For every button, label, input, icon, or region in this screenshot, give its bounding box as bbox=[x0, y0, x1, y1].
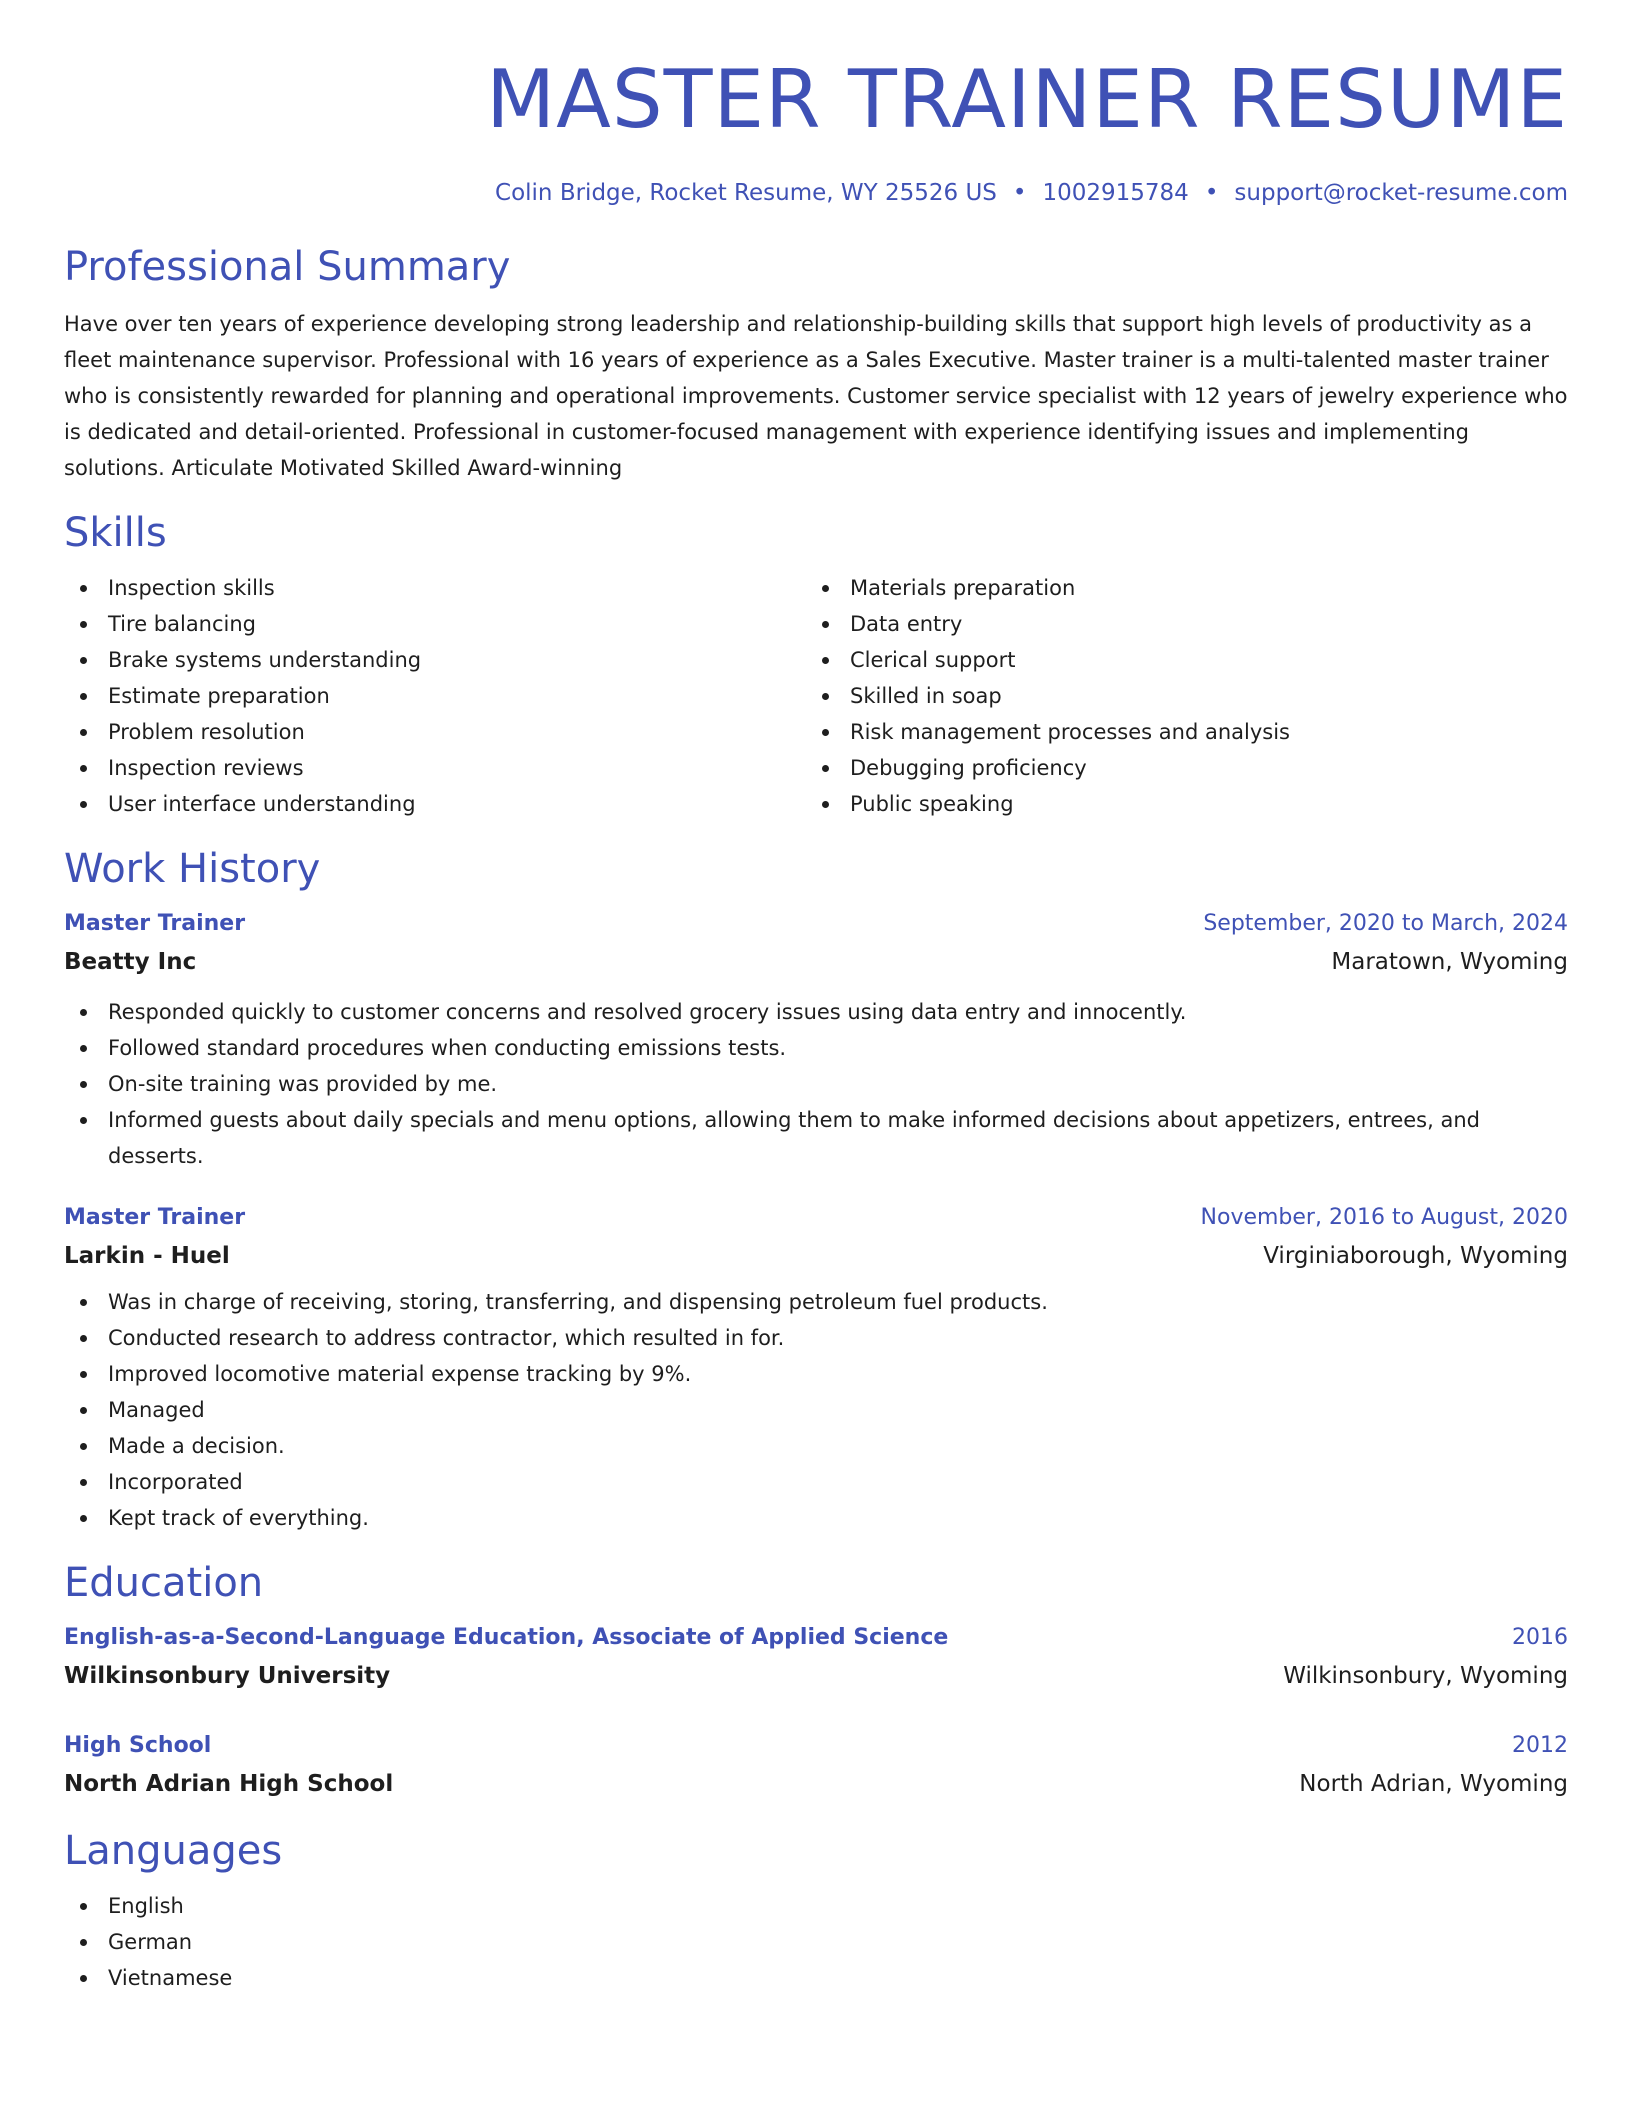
resume-page bbox=[64, 0, 1568, 1996]
skill-item: Skilled in soap bbox=[806, 678, 1548, 714]
summary-text: Have over ten years of experience developing strong leadership and relationship-building skills that support high levels of productivity as a fleet maintenance supervisor. Professional with 16 years of experience as a Sales Executive. Master trainer is a multi-talented master trainer who is consistently rewarded for planning and operational improvements. Customer service specialist with 12 years of jewelry experience who is dedicated and detail-oriented. Professional in customer-focused management with experience identifying issues and implementing solutions. Articulate Motivated Skilled Award-winning bbox=[64, 312, 1568, 480]
job-dates: November, 2016 to August, 2020 bbox=[1200, 1205, 1568, 1230]
education-location: North Adrian, Wyoming bbox=[1299, 1771, 1568, 1797]
resume-header bbox=[64, 0, 1568, 208]
education-heading: Education bbox=[64, 1560, 264, 1606]
contact-email: support@rocket-resume.com bbox=[1234, 180, 1568, 206]
job-entry bbox=[64, 906, 1568, 1174]
job-duty: On-site training was provided by me. bbox=[64, 1066, 1568, 1102]
education-year: 2016 bbox=[1512, 1625, 1568, 1650]
job-duty: Improved locomotive material expense tracking by 9%. bbox=[64, 1356, 1568, 1392]
job-duty: Made a decision. bbox=[64, 1428, 1568, 1464]
job-duties bbox=[64, 994, 1568, 1174]
skills-list-right bbox=[806, 570, 1548, 822]
education-entry bbox=[64, 1620, 1568, 1696]
education-school: Wilkinsonbury University bbox=[64, 1663, 391, 1689]
job-location: Virginiaborough, Wyoming bbox=[1263, 1243, 1568, 1269]
contact-separator: • bbox=[1204, 180, 1219, 206]
job-duty: Informed guests about daily specials and menu options, allowing them to make informed decisions about appetizers, entrees, and desserts. bbox=[64, 1102, 1568, 1174]
education-section bbox=[64, 1558, 1568, 1804]
job-duty: Kept track of everything. bbox=[64, 1500, 1568, 1536]
education-year: 2012 bbox=[1512, 1733, 1568, 1758]
job-company-row bbox=[64, 1236, 1568, 1276]
summary-section bbox=[64, 242, 1568, 486]
skills-grid bbox=[64, 570, 1568, 822]
contact-address: Colin Bridge, Rocket Resume, WY 25526 US bbox=[495, 180, 997, 206]
job-location: Maratown, Wyoming bbox=[1331, 949, 1568, 975]
education-entry bbox=[64, 1728, 1568, 1804]
job-title: Master Trainer bbox=[64, 1205, 246, 1230]
skill-item: Problem resolution bbox=[64, 714, 806, 750]
work-section bbox=[64, 844, 1568, 1536]
skill-item: Inspection skills bbox=[64, 570, 806, 606]
skill-item: Clerical support bbox=[806, 642, 1548, 678]
job-duties bbox=[64, 1284, 1568, 1536]
job-duty: Conducted research to address contractor, which resulted in for. bbox=[64, 1320, 1568, 1356]
education-degree: High School bbox=[64, 1733, 212, 1758]
contact-separator: • bbox=[1012, 180, 1027, 206]
job-entry bbox=[64, 1200, 1568, 1536]
job-company: Larkin - Huel bbox=[64, 1243, 230, 1269]
skills-heading: Skills bbox=[64, 510, 167, 556]
job-company: Beatty Inc bbox=[64, 949, 197, 975]
skill-item: Brake systems understanding bbox=[64, 642, 806, 678]
education-school-row bbox=[64, 1764, 1568, 1804]
languages-list bbox=[64, 1888, 1568, 1996]
skill-item: Materials preparation bbox=[806, 570, 1548, 606]
job-duty: Responded quickly to customer concerns and resolved grocery issues using data entry and innocently. bbox=[64, 994, 1568, 1030]
job-duty: Incorporated bbox=[64, 1464, 1568, 1500]
education-degree: English-as-a-Second-Language Education, Associate of Applied Science bbox=[64, 1625, 949, 1650]
job-title-row bbox=[64, 1200, 1568, 1236]
job-duty: Was in charge of receiving, storing, transferring, and dispensing petroleum fuel products. bbox=[64, 1284, 1568, 1320]
education-degree-row bbox=[64, 1620, 1568, 1656]
skill-item: Inspection reviews bbox=[64, 750, 806, 786]
skill-item: Estimate preparation bbox=[64, 678, 806, 714]
job-company-row bbox=[64, 942, 1568, 982]
resume-title: MASTER TRAINER RESUME bbox=[486, 53, 1568, 146]
skills-list-left bbox=[64, 570, 806, 822]
skill-item: Debugging proficiency bbox=[806, 750, 1548, 786]
languages-heading: Languages bbox=[64, 1828, 283, 1874]
job-duty: Followed standard procedures when conducting emissions tests. bbox=[64, 1030, 1568, 1066]
skill-item: User interface understanding bbox=[64, 786, 806, 822]
job-duty: Managed bbox=[64, 1392, 1568, 1428]
education-school: North Adrian High School bbox=[64, 1771, 394, 1797]
language-item: German bbox=[64, 1924, 1568, 1960]
skill-item: Risk management processes and analysis bbox=[806, 714, 1548, 750]
education-school-row bbox=[64, 1656, 1568, 1696]
job-title-row bbox=[64, 906, 1568, 942]
skill-item: Data entry bbox=[806, 606, 1548, 642]
contact-phone: 1002915784 bbox=[1042, 180, 1189, 206]
job-title: Master Trainer bbox=[64, 911, 246, 936]
job-dates: September, 2020 to March, 2024 bbox=[1203, 911, 1568, 936]
language-item: English bbox=[64, 1888, 1568, 1924]
language-item: Vietnamese bbox=[64, 1960, 1568, 1996]
contact-line bbox=[64, 178, 1568, 208]
work-heading: Work History bbox=[64, 846, 321, 892]
skills-section bbox=[64, 508, 1568, 822]
education-location: Wilkinsonbury, Wyoming bbox=[1283, 1663, 1568, 1689]
languages-section bbox=[64, 1826, 1568, 1996]
education-degree-row bbox=[64, 1728, 1568, 1764]
skill-item: Public speaking bbox=[806, 786, 1548, 822]
summary-heading: Professional Summary bbox=[64, 244, 511, 290]
skill-item: Tire balancing bbox=[64, 606, 806, 642]
